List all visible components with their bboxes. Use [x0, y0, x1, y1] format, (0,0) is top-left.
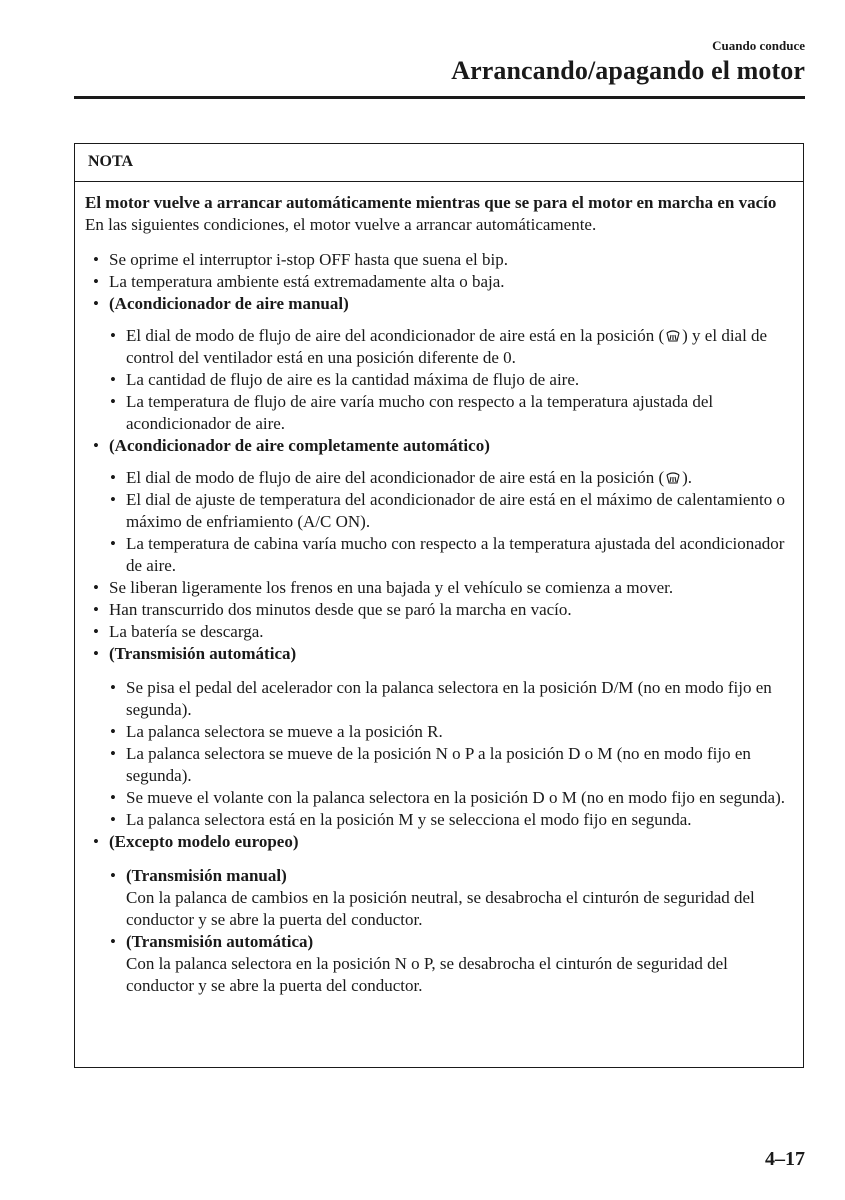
- bullet: •: [93, 832, 99, 851]
- item-text: Han transcurrido dos minutos desde que se paró la marcha en vacío.: [109, 600, 572, 619]
- note-intro: En las siguientes condiciones, el motor vuelve a arrancar automáticamente.: [85, 215, 597, 234]
- item-text: El dial de ajuste de temperatura del acondicionador de aire está en el máximo de calentamiento o máximo de enfriamiento (A/C ON).: [126, 490, 785, 531]
- bullet: •: [93, 622, 99, 641]
- page-title: Arrancando/apagando el motor: [451, 56, 805, 85]
- section-label: Cuando conduce: [712, 38, 805, 53]
- item-text: La palanca selectora se mueve de la posición N o P a la posición D o M (no en modo fijo en segunda).: [126, 744, 751, 785]
- item-text: Se liberan ligeramente los frenos en una bajada y el vehículo se comienza a mover.: [109, 578, 674, 597]
- sub-list-item: [85, 369, 791, 391]
- list-item: [85, 599, 791, 621]
- note-heading: El motor vuelve a arrancar automáticamente mientras que se para el motor en marcha en vacío: [85, 193, 777, 212]
- list-item: [85, 577, 791, 599]
- sub-list-item: [85, 325, 791, 369]
- list-item: [85, 293, 791, 315]
- bullet: •: [110, 468, 116, 487]
- sub-heading: (Transmisión automática): [126, 932, 314, 951]
- item-heading: (Acondicionador de aire manual): [109, 294, 349, 313]
- bullet: •: [110, 490, 116, 509]
- bullet: •: [110, 866, 116, 885]
- sub-heading: (Transmisión manual): [126, 866, 287, 885]
- bullet: •: [93, 578, 99, 597]
- bullet: •: [110, 326, 116, 345]
- item-text: La temperatura ambiente está extremadamente alta o baja.: [109, 272, 505, 291]
- list-item: [85, 435, 791, 457]
- page-number: 4–17: [765, 1148, 805, 1170]
- bullet: •: [110, 932, 116, 951]
- sub-list-item: [85, 721, 791, 743]
- item-text-start: El dial de modo de flujo de aire del acondicionador de aire está en la posición (: [126, 468, 665, 487]
- item-text: La temperatura de cabina varía mucho con respecto a la temperatura ajustada del acondicionador de aire.: [126, 534, 785, 575]
- item-heading: (Excepto modelo europeo): [109, 832, 299, 851]
- item-text: Se pisa el pedal del acelerador con la palanca selectora en la posición D/M (no en modo fijo en segunda).: [126, 678, 772, 719]
- sub-list-item: [85, 787, 791, 809]
- windshield-defroster-icon: [665, 328, 681, 342]
- bullet: •: [110, 370, 116, 389]
- bullet: •: [110, 392, 116, 411]
- note-box: [74, 143, 804, 1068]
- bullet: •: [110, 722, 116, 741]
- sub-list-item: [85, 931, 791, 997]
- sub-list-item: [85, 533, 791, 577]
- list-item: [85, 643, 791, 665]
- bullet: •: [110, 788, 116, 807]
- bullet: •: [110, 678, 116, 697]
- item-text-start: El dial de modo de flujo de aire del acondicionador de aire está en la posición (: [126, 326, 665, 345]
- bullet: •: [93, 436, 99, 455]
- bullet: •: [93, 294, 99, 313]
- sub-list-item: [85, 809, 791, 831]
- item-heading: (Transmisión automática): [109, 644, 297, 663]
- list-item: [85, 271, 791, 293]
- item-text: La batería se descarga.: [109, 622, 264, 641]
- item-text: La palanca selectora está en la posición M y se selecciona el modo fijo en segunda.: [126, 810, 692, 829]
- sub-list-item: [85, 865, 791, 931]
- item-text: Se oprime el interruptor i-stop OFF hasta que suena el bip.: [109, 250, 508, 269]
- item-text: La cantidad de flujo de aire es la cantidad máxima de flujo de aire.: [126, 370, 580, 389]
- sub-list-item: [85, 677, 791, 721]
- list-item: [85, 249, 791, 271]
- bullet: •: [110, 744, 116, 763]
- sub-list-item: [85, 489, 791, 533]
- bullet: •: [93, 600, 99, 619]
- windshield-defroster-icon: [665, 470, 681, 484]
- list-item: [85, 621, 791, 643]
- bullet: •: [93, 644, 99, 663]
- item-heading: (Acondicionador de aire completamente automático): [109, 436, 490, 455]
- bullet: •: [110, 534, 116, 553]
- bullet: •: [93, 250, 99, 269]
- list-item: [85, 831, 791, 853]
- item-text-end: ).: [682, 468, 693, 487]
- item-text: La palanca selectora se mueve a la posición R.: [126, 722, 443, 741]
- bullet: •: [110, 810, 116, 829]
- sub-list-item: [85, 467, 791, 489]
- item-text: Con la palanca selectora en la posición N o P, se desabrocha el cinturón de seguridad del conductor y se abre la puerta del conductor.: [126, 954, 728, 995]
- title-divider: [74, 96, 805, 99]
- item-text: La temperatura de flujo de aire varía mucho con respecto a la temperatura ajustada del acondicionador de aire.: [126, 392, 714, 433]
- note-label: NOTA: [75, 144, 803, 182]
- item-text: Se mueve el volante con la palanca selectora en la posición D o M (no en modo fijo en segunda).: [126, 788, 786, 807]
- item-text-end: ) y el dial de control del ventilador está en una posición diferente de 0.: [126, 326, 768, 367]
- sub-list-item: [85, 391, 791, 435]
- sub-list-item: [85, 743, 791, 787]
- item-text: Con la palanca de cambios en la posición neutral, se desabrocha el cinturón de seguridad del conductor y se abre la puerta del conductor.: [126, 888, 755, 929]
- note-body: [75, 182, 803, 997]
- bullet: •: [93, 272, 99, 291]
